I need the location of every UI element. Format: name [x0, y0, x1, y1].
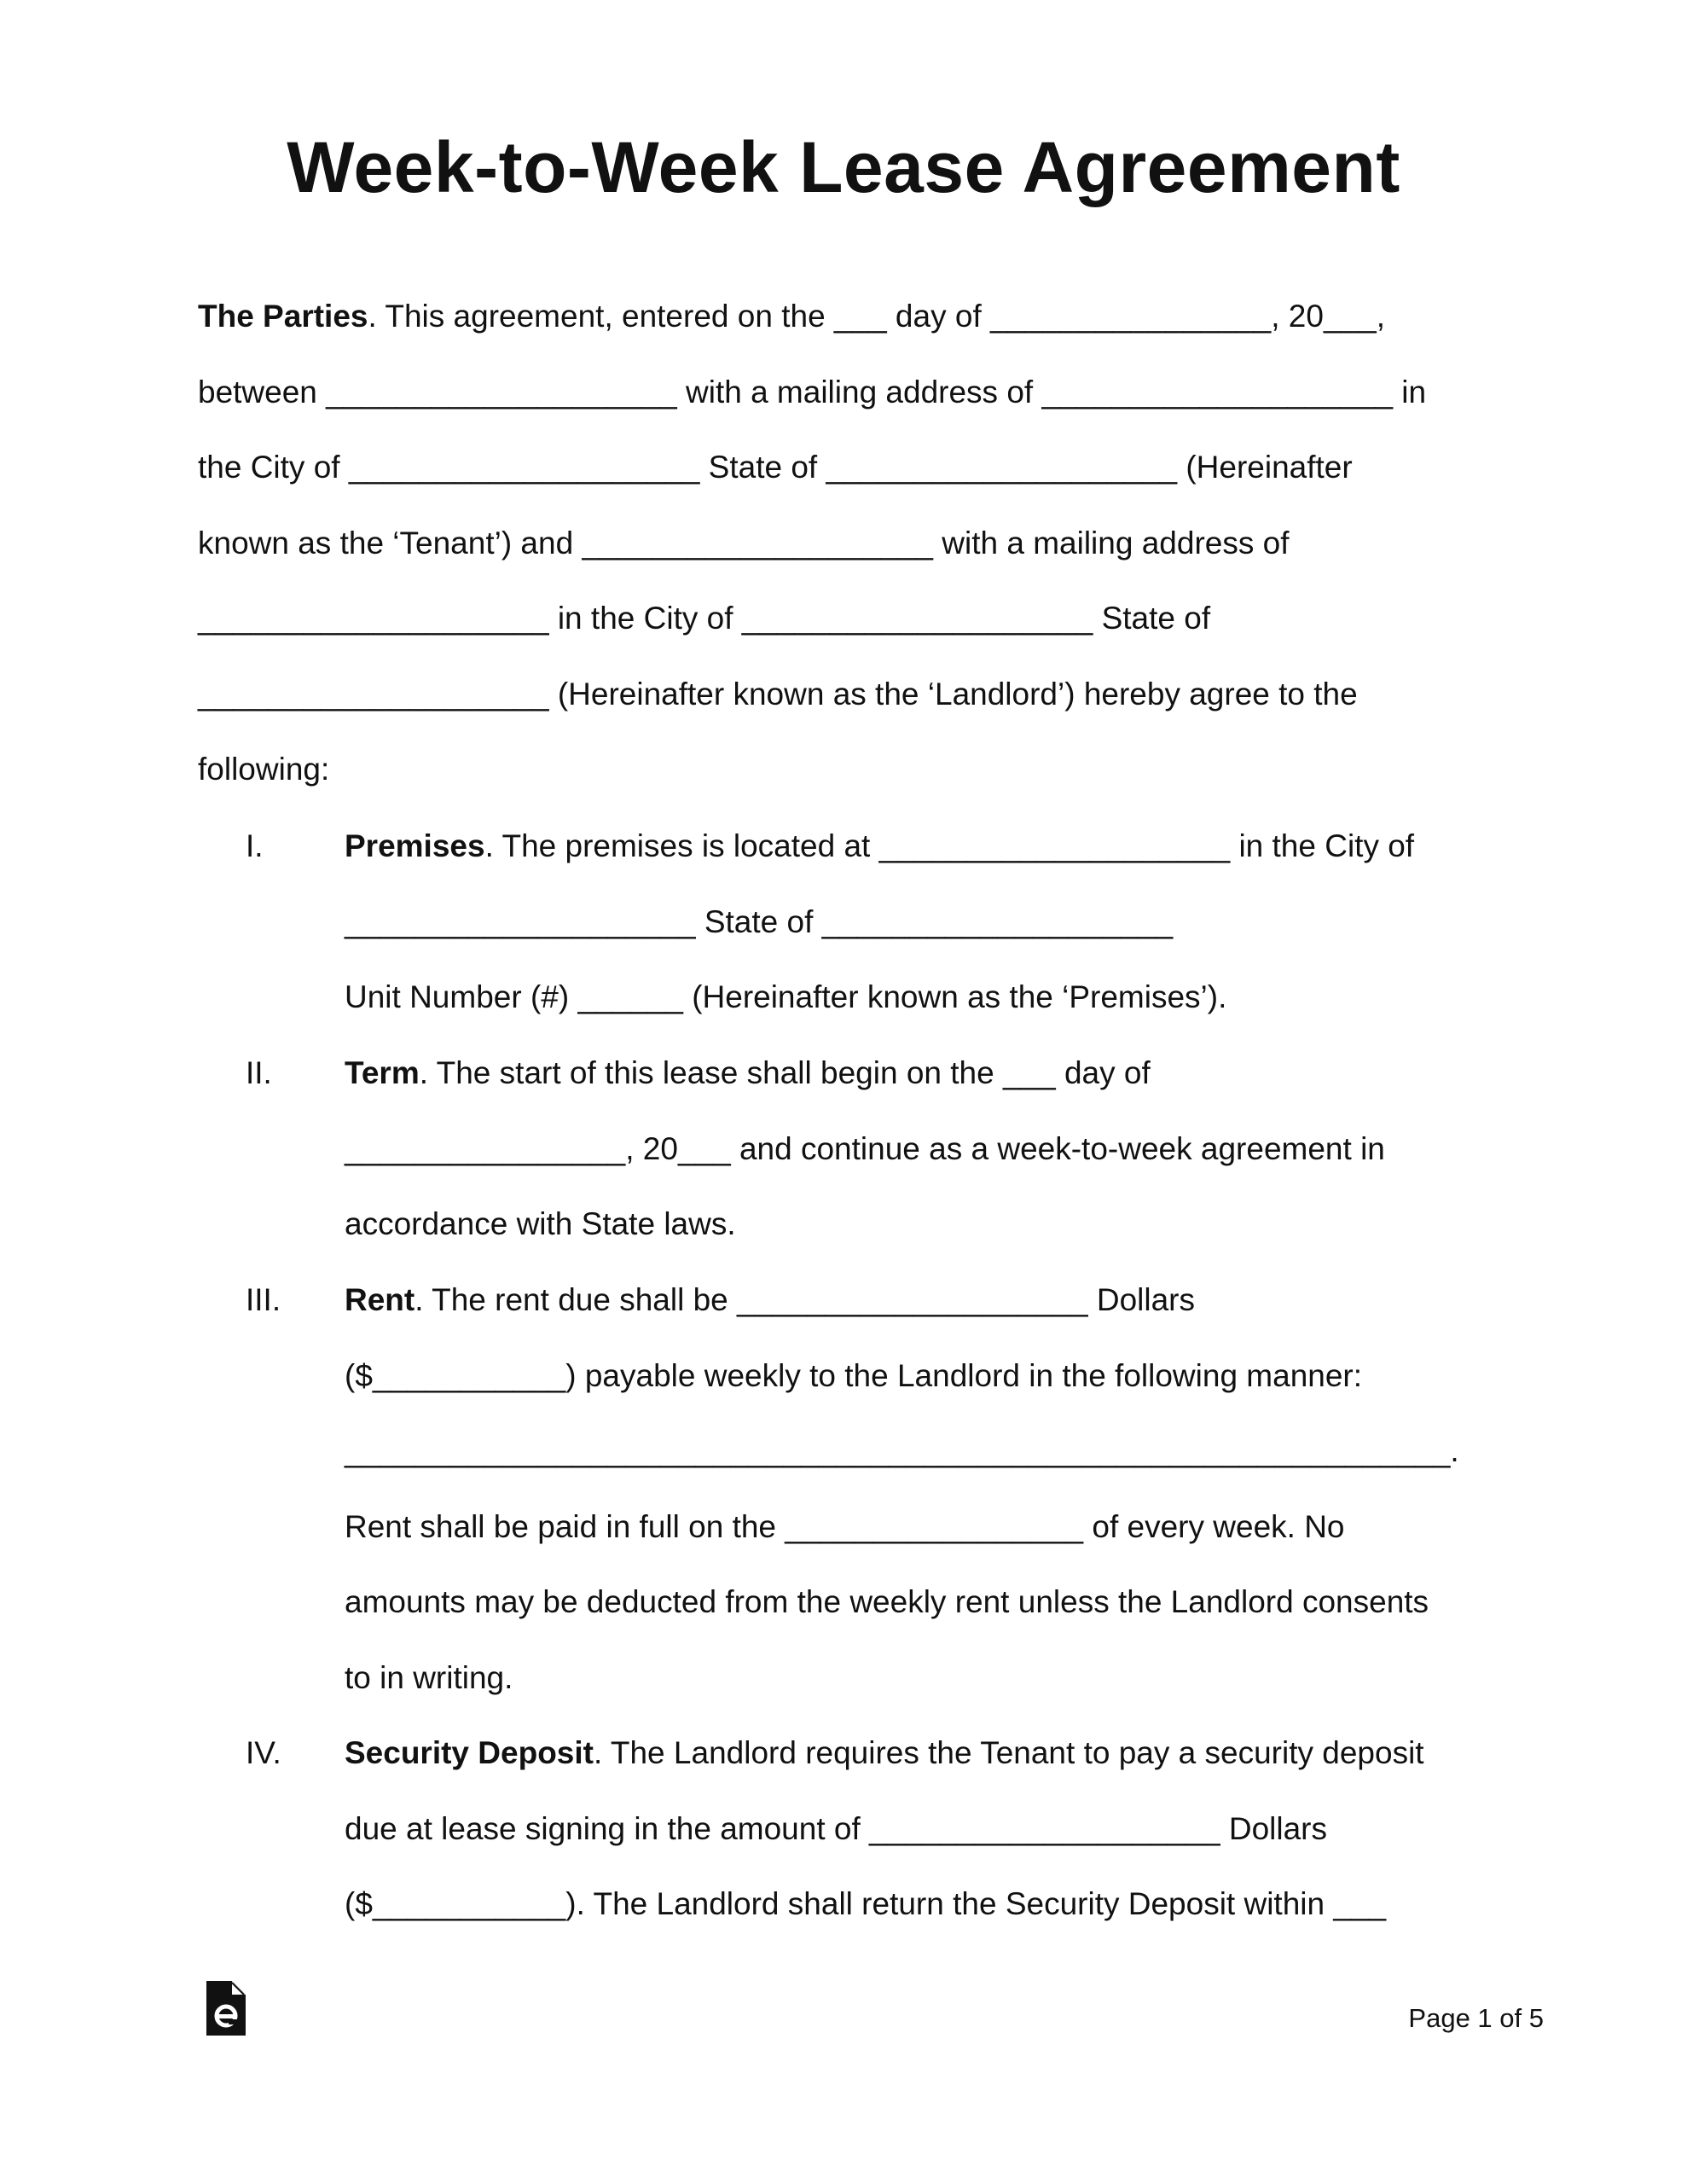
section-heading: Security Deposit [345, 1735, 594, 1770]
section-numeral: I. [246, 828, 264, 863]
intro-line-4: known as the ‘Tenant’) and ____________________ with a mailing address of [198, 526, 1290, 561]
intro-line-3: the City of ____________________ State of ____________________ (Hereinafter [198, 450, 1353, 485]
premises-line-1 [345, 830, 1414, 862]
page-number: Page 1 of 5 [1408, 2003, 1544, 2033]
rent-line-5: amounts may be deducted from the weekly rent unless the Landlord consents [345, 1584, 1429, 1619]
premises-line-2: ____________________ State of ____________________ [345, 904, 1174, 939]
intro-line-5: ____________________ in the City of ____________________ State of [198, 601, 1211, 636]
document-e-icon [206, 1981, 246, 2036]
intro-line-7: following: [198, 752, 330, 787]
intro-line-1 [198, 300, 1385, 332]
section-text: . The premises is located at ____________________ in the City of [484, 828, 1415, 863]
term-line-3: accordance with State laws. [345, 1206, 736, 1241]
page-title: Week-to-Week Lease Agreement [287, 127, 1400, 207]
rent-line-6: to in writing. [345, 1660, 513, 1695]
section-heading: Term [345, 1055, 420, 1090]
rent-line-2: ($___________) payable weekly to the Landlord in the following manner: [345, 1358, 1363, 1393]
section-heading: Rent [345, 1282, 415, 1317]
section-numeral: IV. [246, 1735, 281, 1770]
section-text: . The start of this lease shall begin on the ___ day of [419, 1055, 1151, 1090]
intro-line-2: between ____________________ with a mailing address of ____________________ in [198, 375, 1427, 410]
deposit-line-3: ($___________). The Landlord shall return the Security Deposit within ___ [345, 1886, 1387, 1921]
rent-line-3: _______________________________________________________________. [345, 1433, 1459, 1468]
intro-line-text: . This agreement, entered on the ___ day of ________________, 20___, [368, 299, 1385, 334]
rent-line-1 [345, 1284, 1195, 1316]
rent-line-4: Rent shall be paid in full on the _________________ of every week. No [345, 1509, 1345, 1544]
deposit-line-2: due at lease signing in the amount of ____________________ Dollars [345, 1811, 1328, 1846]
intro-line-6: ____________________ (Hereinafter known as the ‘Landlord’) hereby agree to the [198, 677, 1358, 712]
section-heading: Premises [345, 828, 485, 863]
deposit-line-1 [345, 1737, 1424, 1769]
term-line-2: ________________, 20___ and continue as a week-to-week agreement in [345, 1131, 1385, 1166]
section-text: . The Landlord requires the Tenant to pay a security deposit [593, 1735, 1424, 1770]
section-text: . The rent due shall be ____________________ Dollars [415, 1282, 1195, 1317]
premises-line-3: Unit Number (#) ______ (Hereinafter known as the ‘Premises’). [345, 979, 1227, 1014]
term-line-1 [345, 1057, 1151, 1089]
intro-heading: The Parties [198, 299, 368, 334]
section-numeral: III. [246, 1282, 281, 1317]
section-numeral: II. [246, 1055, 272, 1090]
